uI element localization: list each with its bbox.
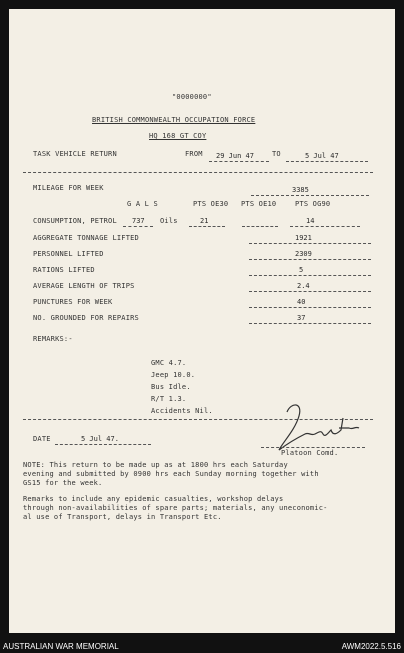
- footer-institution: AUSTRALIAN WAR MEMORIAL: [3, 642, 119, 651]
- mileage-value: 3385: [292, 186, 309, 194]
- row-line: [249, 275, 371, 276]
- oe10-header: PTS OE10: [241, 200, 277, 208]
- oils-line: [189, 226, 225, 227]
- note-line: GS15 for the week.: [23, 479, 103, 487]
- row-value: 37: [297, 314, 306, 322]
- organisation-title: BRITISH COMMONWEALTH OCCUPATION FORCE: [92, 116, 256, 124]
- archive-footer: [0, 633, 404, 653]
- mileage-label: MILEAGE FOR WEEK: [33, 184, 104, 192]
- from-label: FROM: [185, 150, 203, 158]
- oe10-line: [242, 226, 278, 227]
- petrol-value: 737: [132, 217, 145, 225]
- from-date-line: [209, 161, 269, 162]
- row-value: 2.4: [297, 282, 310, 290]
- row-label: AGGREGATE TONNAGE LIFTED: [33, 234, 139, 242]
- remark-line: Jeep 10.0.: [151, 371, 196, 379]
- mileage-line: [251, 195, 369, 196]
- og90-line: [290, 226, 360, 227]
- row-label: PERSONNEL LIFTED: [33, 250, 104, 258]
- oils-label: Oils: [160, 217, 178, 225]
- row-value: 5: [299, 266, 304, 274]
- og90-header: PTS OG90: [295, 200, 331, 208]
- date-value: 5 Jul 47.: [81, 435, 119, 443]
- from-date: 29 Jun 47: [216, 152, 254, 160]
- note-line: al use of Transport, delays in Transport Etc.: [23, 513, 222, 521]
- row-line: [249, 291, 371, 292]
- header-rule: [23, 172, 373, 173]
- row-label: AVERAGE LENGTH OF TRIPS: [33, 282, 135, 290]
- header-code: "0000000": [172, 93, 212, 101]
- to-date-line: [286, 161, 368, 162]
- date-line: [55, 444, 151, 445]
- row-value: 40: [297, 298, 306, 306]
- row-label: PUNCTURES FOR WEEK: [33, 298, 113, 306]
- consumption-label: CONSUMPTION, PETROL: [33, 217, 117, 225]
- row-value: 1921: [295, 234, 312, 242]
- to-date: 5 Jul 47: [305, 152, 339, 160]
- petrol-line: [123, 226, 153, 227]
- row-label: NO. GROUNDED FOR REPAIRS: [33, 314, 139, 322]
- oils-value: 21: [200, 217, 209, 225]
- document-page: [9, 9, 395, 633]
- remark-line: GMC 4.7.: [151, 359, 187, 367]
- note-line: through non-availabilities of spare parts; materials, any uneconomic-: [23, 504, 328, 512]
- unit-title: HQ 168 GT COY: [149, 132, 207, 140]
- og90-value: 14: [306, 217, 315, 225]
- remarks-label: REMARKS:-: [33, 335, 73, 343]
- remark-line: Accidents Nil.: [151, 407, 213, 415]
- footer-accession-number: AWM2022.5.516: [341, 642, 401, 651]
- oe30-header: PTS OE30: [193, 200, 229, 208]
- row-line: [249, 323, 371, 324]
- row-line: [249, 243, 371, 244]
- signature-line: [261, 447, 365, 448]
- remark-line: Bus Idle.: [151, 383, 191, 391]
- row-label: RATIONS LIFTED: [33, 266, 95, 274]
- note-line: Remarks to include any epidemic casualties, workshop delays: [23, 495, 284, 503]
- row-line: [249, 307, 371, 308]
- note-line: evening and submitted by 0900 hrs each Sunday morning together with: [23, 470, 319, 478]
- row-line: [249, 259, 371, 260]
- gals-header: G A L S: [127, 200, 158, 208]
- remark-line: R/T 1.3.: [151, 395, 187, 403]
- row-value: 2309: [295, 250, 312, 258]
- date-label: DATE: [33, 435, 51, 443]
- signatory-label: Platoon Comd.: [281, 449, 339, 457]
- note-line: NOTE: This return to be made up as at 1800 hrs each Saturday: [23, 461, 288, 469]
- to-label: TO: [272, 150, 281, 158]
- return-title: TASK VEHICLE RETURN: [33, 150, 117, 158]
